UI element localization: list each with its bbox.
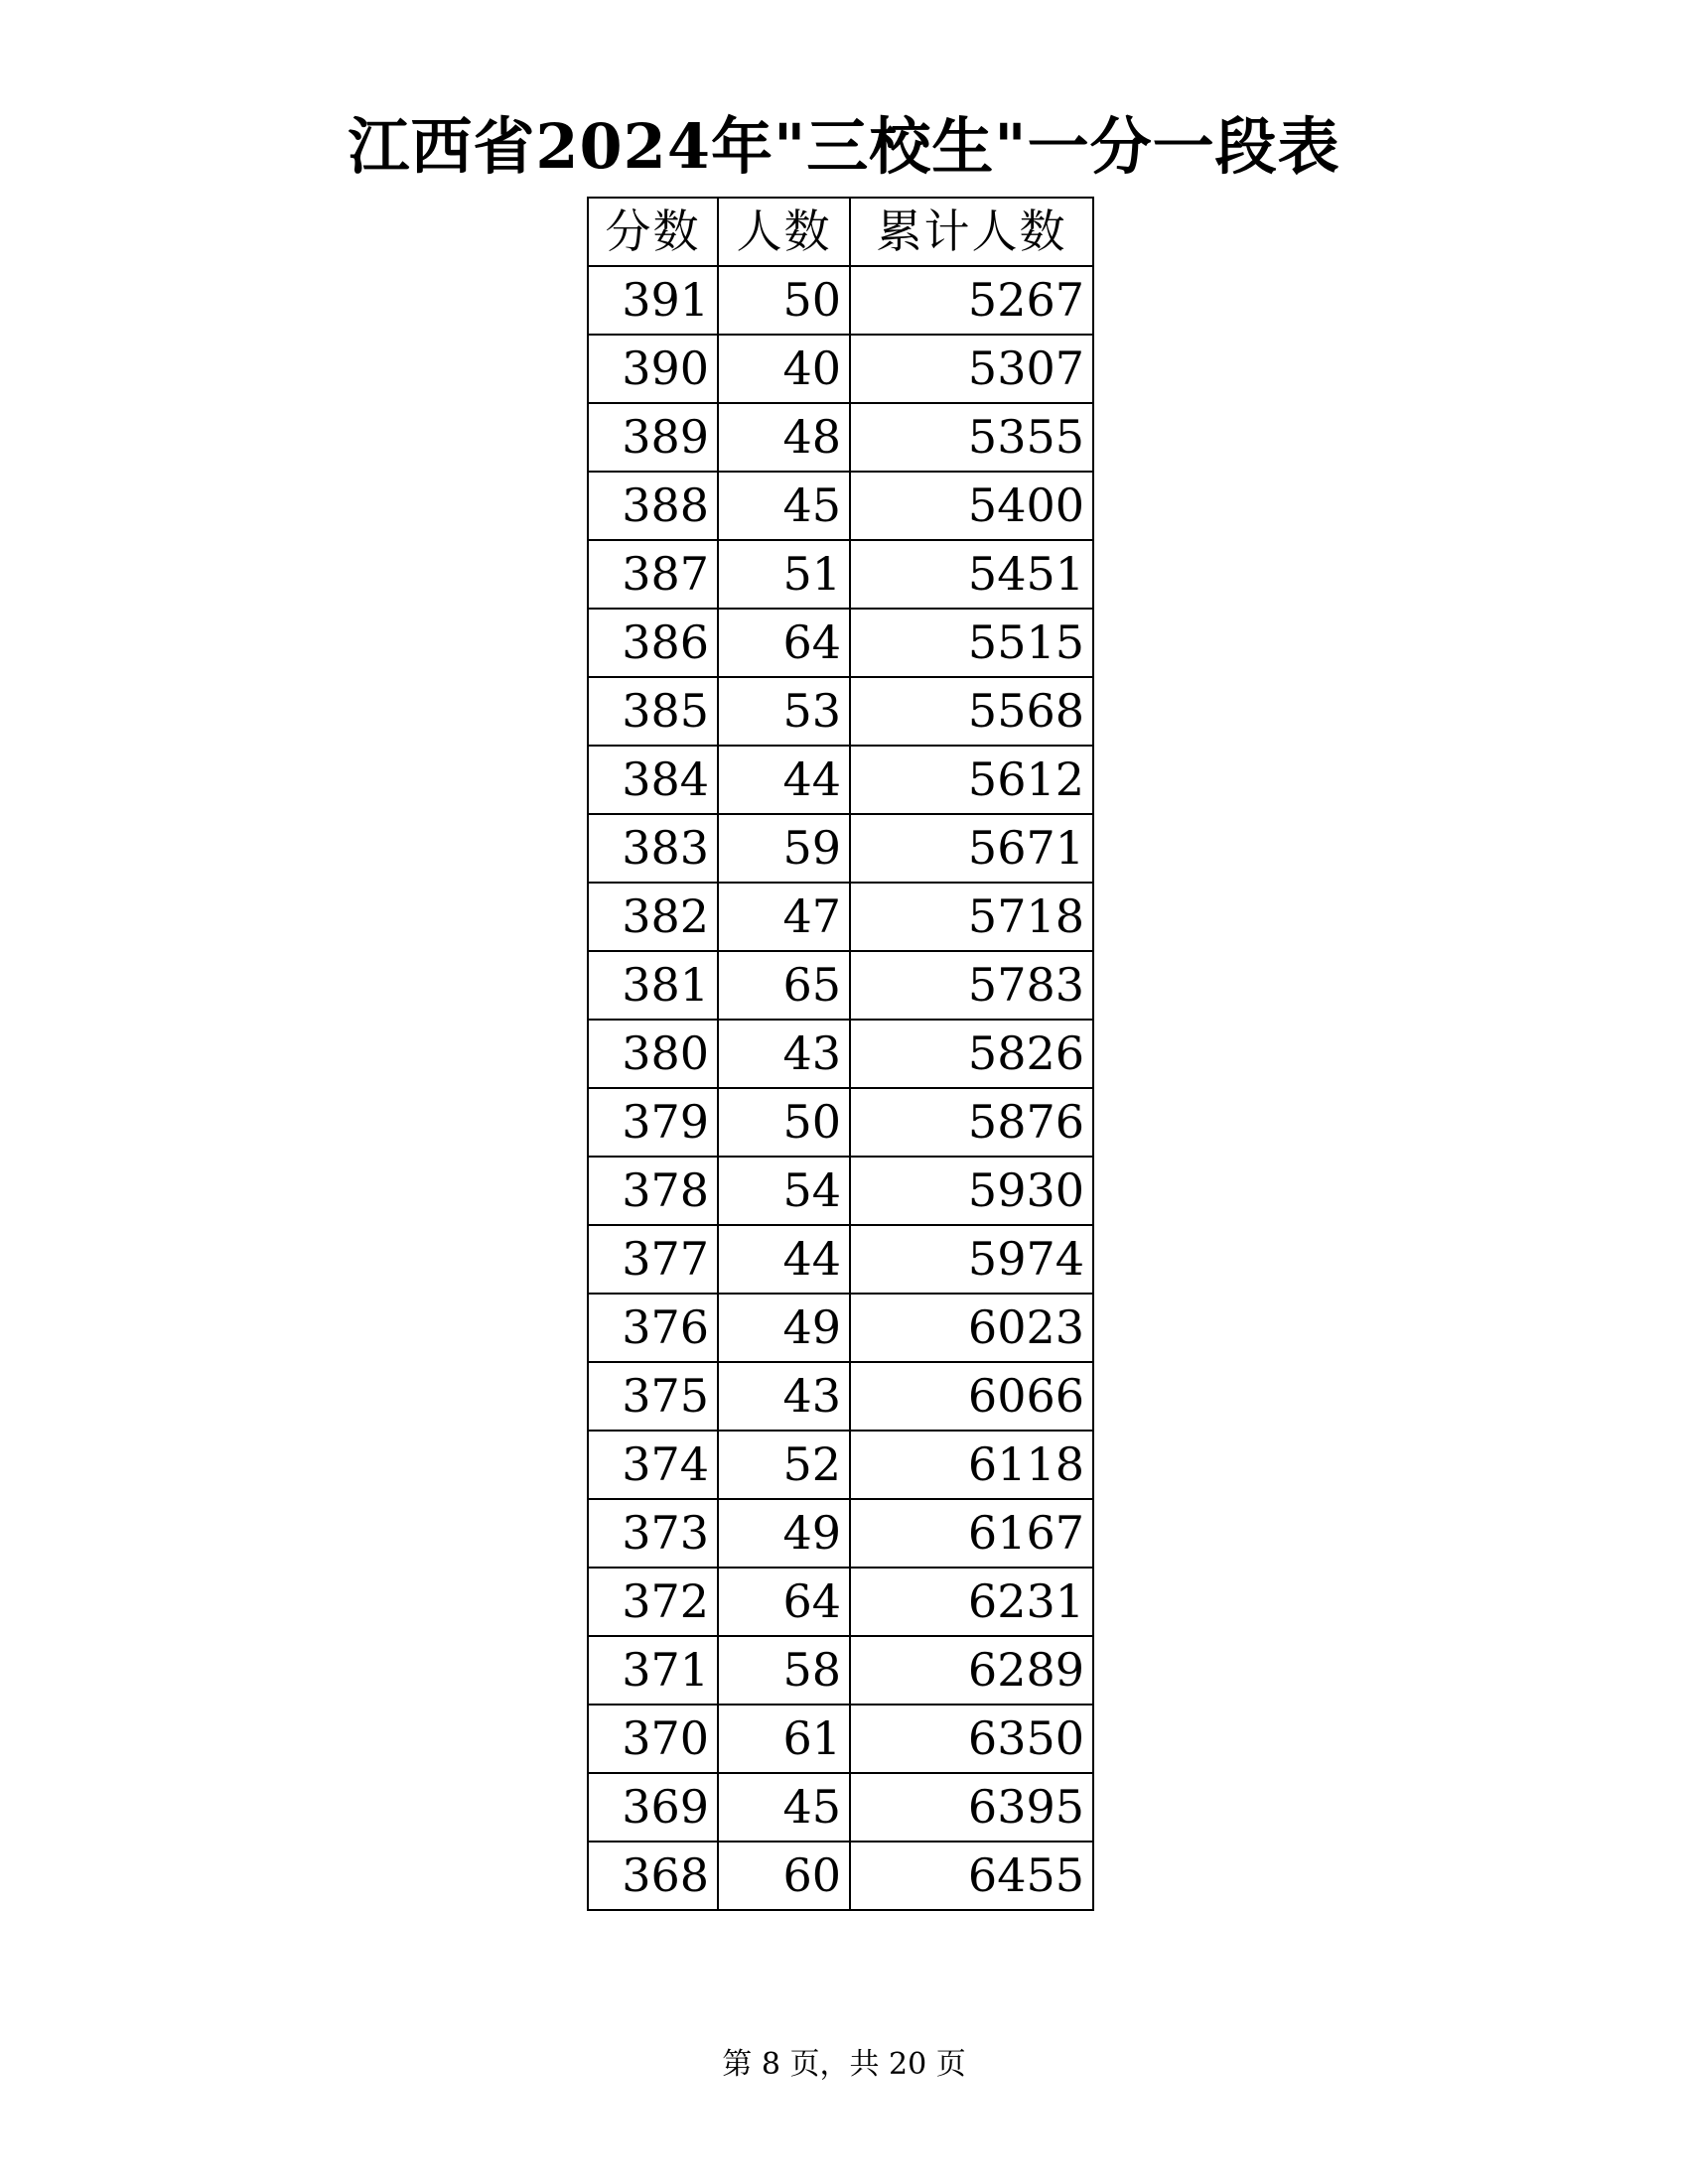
table-row [588,1636,1093,1705]
score-cell: 372 [588,1568,718,1636]
cumulative-cell: 6167 [850,1499,1093,1568]
page-footer: 第 8 页，共 20 页 [722,2047,966,2082]
table-row [588,1773,1093,1842]
count-cell: 44 [718,746,850,814]
score-cell: 385 [588,677,718,746]
cumulative-cell: 5974 [850,1225,1093,1294]
score-cell: 370 [588,1705,718,1773]
count-cell: 49 [718,1499,850,1568]
count-cell: 44 [718,1225,850,1294]
cumulative-cell: 5783 [850,951,1093,1020]
score-cell: 380 [588,1020,718,1088]
cumulative-cell: 5515 [850,609,1093,677]
cumulative-cell: 6066 [850,1362,1093,1431]
table-row [588,677,1093,746]
score-cell: 382 [588,883,718,951]
table-header-row [588,198,1093,266]
cumulative-cell: 5876 [850,1088,1093,1157]
score-cell: 374 [588,1431,718,1499]
count-cell: 54 [718,1157,850,1225]
table-row [588,540,1093,609]
cumulative-cell: 5612 [850,746,1093,814]
table-row [588,1431,1093,1499]
cumulative-cell: 5451 [850,540,1093,609]
score-cell: 388 [588,472,718,540]
count-cell: 48 [718,403,850,472]
table-row [588,472,1093,540]
table-row [588,1225,1093,1294]
table-row [588,1362,1093,1431]
score-cell: 379 [588,1088,718,1157]
score-cell: 389 [588,403,718,472]
score-cell: 377 [588,1225,718,1294]
cumulative-cell: 6118 [850,1431,1093,1499]
count-cell: 64 [718,609,850,677]
count-cell: 43 [718,1362,850,1431]
score-cell: 391 [588,266,718,335]
cumulative-cell: 6231 [850,1568,1093,1636]
cumulative-cell: 5671 [850,814,1093,883]
table-row [588,609,1093,677]
count-cell: 43 [718,1020,850,1088]
score-cell: 386 [588,609,718,677]
header-score: 分数 [588,198,718,266]
count-cell: 60 [718,1842,850,1910]
count-cell: 50 [718,266,850,335]
count-cell: 65 [718,951,850,1020]
cumulative-cell: 5568 [850,677,1093,746]
score-cell: 371 [588,1636,718,1705]
header-cumulative: 累计人数 [850,198,1093,266]
score-cell: 390 [588,335,718,403]
count-cell: 49 [718,1294,850,1362]
table-row [588,814,1093,883]
score-cell: 368 [588,1842,718,1910]
count-cell: 51 [718,540,850,609]
count-cell: 40 [718,335,850,403]
cumulative-cell: 5307 [850,335,1093,403]
count-cell: 64 [718,1568,850,1636]
count-cell: 47 [718,883,850,951]
count-cell: 53 [718,677,850,746]
table-row [588,1842,1093,1910]
table-row [588,1568,1093,1636]
table-row [588,403,1093,472]
cumulative-cell: 5718 [850,883,1093,951]
score-cell: 383 [588,814,718,883]
count-cell: 52 [718,1431,850,1499]
score-cell: 376 [588,1294,718,1362]
count-cell: 59 [718,814,850,883]
table-row [588,1020,1093,1088]
table-row [588,746,1093,814]
cumulative-cell: 6395 [850,1773,1093,1842]
cumulative-cell: 6289 [850,1636,1093,1705]
score-cell: 384 [588,746,718,814]
table-body [588,266,1093,1910]
cumulative-cell: 6455 [850,1842,1093,1910]
table-row [588,1705,1093,1773]
count-cell: 58 [718,1636,850,1705]
table-row [588,1157,1093,1225]
count-cell: 45 [718,472,850,540]
header-count: 人数 [718,198,850,266]
table-row [588,951,1093,1020]
score-cell: 375 [588,1362,718,1431]
cumulative-cell: 5400 [850,472,1093,540]
cumulative-cell: 5355 [850,403,1093,472]
cumulative-cell: 5930 [850,1157,1093,1225]
count-cell: 61 [718,1705,850,1773]
page-title: 江西省2024年"三校生"一分一段表 [348,110,1340,183]
score-distribution-table [587,197,1094,1911]
score-cell: 387 [588,540,718,609]
table-row [588,1499,1093,1568]
count-cell: 45 [718,1773,850,1842]
score-cell: 381 [588,951,718,1020]
cumulative-cell: 5826 [850,1020,1093,1088]
table-row [588,266,1093,335]
score-cell: 369 [588,1773,718,1842]
cumulative-cell: 5267 [850,266,1093,335]
score-cell: 373 [588,1499,718,1568]
table-row [588,1088,1093,1157]
score-cell: 378 [588,1157,718,1225]
table-row [588,883,1093,951]
cumulative-cell: 6023 [850,1294,1093,1362]
count-cell: 50 [718,1088,850,1157]
table-row [588,1294,1093,1362]
table-row [588,335,1093,403]
cumulative-cell: 6350 [850,1705,1093,1773]
